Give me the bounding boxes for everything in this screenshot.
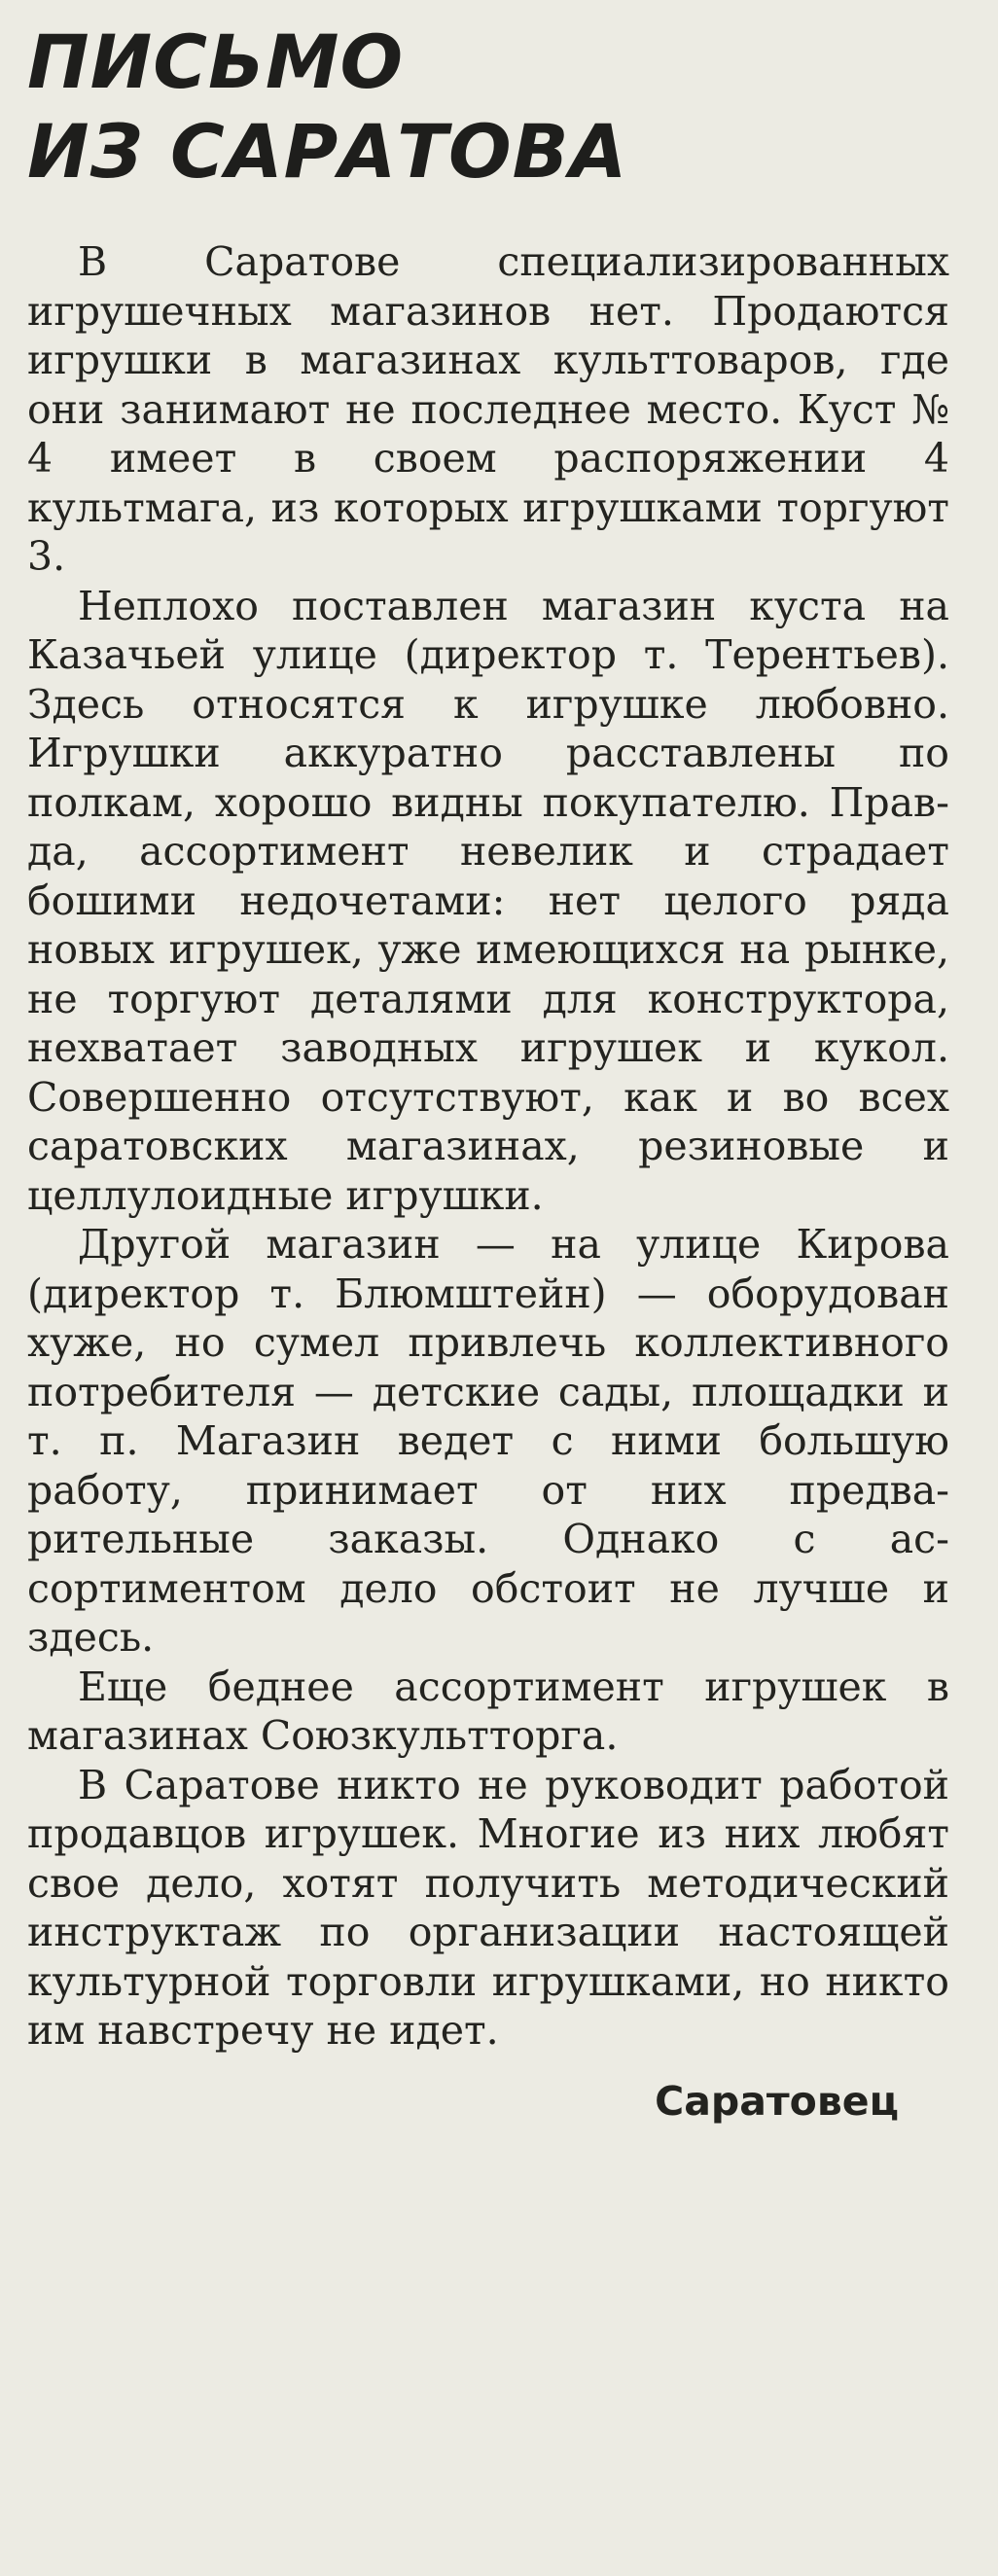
- paragraph-4: Еще беднее ассортимент игрушек в магазинах Союзкультторга.: [27, 1663, 949, 1759]
- headline-line-2: ИЗ САРАТОВА: [27, 108, 628, 195]
- paragraph-3: Другой магазин — на улице Кирова (директор т. Блюмштейн) — оборудован хуже, но сумел привлечь коллективного потребителя — детские сады, площадки и т. п. Магазин ведет с ними большую работу, принимает от них предварительные заказы. Однако с ассортиментом дело обстоит не лучше и здесь.: [27, 1221, 949, 1661]
- article-body: [27, 237, 949, 2056]
- headline-line-1: ПИСЬМО: [27, 18, 405, 105]
- paragraph-2: Неплохо поставлен магазин куста на Казачьей улице (директор т. Терентьев). Здесь относятся к игрушке любовно. Игрушки аккуратно расставлены по полкам, хорошо видны покупателю. Правда, ассортимент невелик и страдает бошими недочетами: нет целого ряда новых игрушек, уже имеющихся на рынке, не торгуют деталями для конструктора, нехватает заводных игрушек и кукол. Совершенно отсутствуют, как и во всех саратовских магазинах, резиновые и целлулоидные игрушки.: [27, 582, 949, 1219]
- headline: [27, 18, 949, 197]
- author-signature: Саратовец: [655, 2077, 899, 2125]
- paragraph-1: В Саратове специализированных игрушечных магазинов нет. Продаются игрушки в магазинах культтоваров, где они занимают не последнее место. Куст № 4 имеет в своем распоряжении 4 культмага, из которых игрушками торгуют 3.: [27, 238, 949, 580]
- paragraph-5: В Саратове никто не руководит работой продавцов игрушек. Многие из них любят свое дело, хотят получить методический инструктаж по организации настоящей культурной торговли игрушками, но никто им навстречу не идет.: [27, 1761, 949, 2054]
